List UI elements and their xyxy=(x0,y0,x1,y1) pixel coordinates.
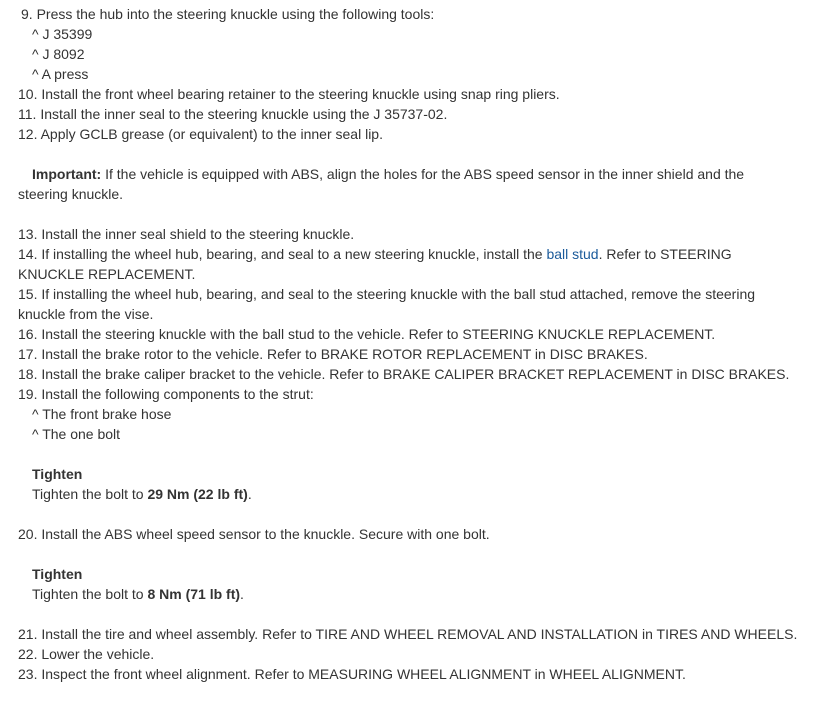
step-17: 17. Install the brake rotor to the vehicle. Refer to BRAKE ROTOR REPLACEMENT in DISC BRAKES. xyxy=(18,346,648,362)
step-19: 19. Install the following components to the strut: xyxy=(18,386,314,402)
important-label: Important: xyxy=(32,166,102,182)
tool-item: ^ J 8092 xyxy=(32,46,85,62)
torque-value: 29 Nm (22 lb ft) xyxy=(147,486,248,502)
component-item: ^ The one bolt xyxy=(32,426,121,442)
step-15: 15. If installing the wheel hub, bearing, and seal to the steering knuckle with the ball stud attached, remove the steering knuckle from the vise. xyxy=(18,286,756,322)
step-16: 16. Install the steering knuckle with the ball stud to the vehicle. Refer to STEERING KNUCKLE REPLACEMENT. xyxy=(18,326,716,342)
step-10: 10. Install the front wheel bearing retainer to the steering knuckle using snap ring pliers. xyxy=(18,86,560,102)
important-text: If the vehicle is equipped with ABS, align the holes for the ABS speed sensor in the inner shield and the steering knuckle. xyxy=(18,166,745,202)
step-9: 9. Press the hub into the steering knuckle using the following tools: xyxy=(21,6,435,22)
torque-value: 8 Nm (71 lb ft) xyxy=(147,586,241,602)
component-item: ^ The front brake hose xyxy=(32,406,172,422)
important-note xyxy=(18,164,788,204)
step-23: 23. Inspect the front wheel alignment. Refer to MEASURING WHEEL ALIGNMENT in WHEEL ALIGNMENT. xyxy=(18,666,686,682)
step-18: 18. Install the brake caliper bracket to the vehicle. Refer to BRAKE CALIPER BRACKET REPLACEMENT in DISC BRAKES. xyxy=(18,366,790,382)
step-13: 13. Install the inner seal shield to the steering knuckle. xyxy=(18,226,355,242)
step-12: 12. Apply GCLB grease (or equivalent) to the inner seal lip. xyxy=(18,126,383,142)
step-21: 21. Install the tire and wheel assembly. Refer to TIRE AND WHEEL REMOVAL AND INSTALLATION in TIRES AND WHEELS. xyxy=(18,626,798,642)
tighten-instruction: Tighten the bolt to 29 Nm (22 lb ft). xyxy=(32,486,252,502)
tighten-instruction: Tighten the bolt to 8 Nm (71 lb ft). xyxy=(32,586,244,602)
tighten-heading: Tighten xyxy=(32,466,83,482)
step-20: 20. Install the ABS wheel speed sensor to the knuckle. Secure with one bolt. xyxy=(18,526,490,542)
ball-stud-link[interactable]: ball stud xyxy=(546,246,599,262)
tighten-heading: Tighten xyxy=(32,566,83,582)
step-14-text: 14. If installing the wheel hub, bearing, and seal to a new steering knuckle, install the xyxy=(18,246,547,262)
tool-item: ^ J 35399 xyxy=(32,26,93,42)
step-14 xyxy=(18,244,788,284)
step-11: 11. Install the inner seal to the steering knuckle using the J 35737-02. xyxy=(18,106,448,122)
step-22: 22. Lower the vehicle. xyxy=(18,646,155,662)
step-14-ref: . Refer to STEERING KNUCKLE REPLACEMENT. xyxy=(18,246,732,282)
tool-item: ^ A press xyxy=(32,66,89,82)
